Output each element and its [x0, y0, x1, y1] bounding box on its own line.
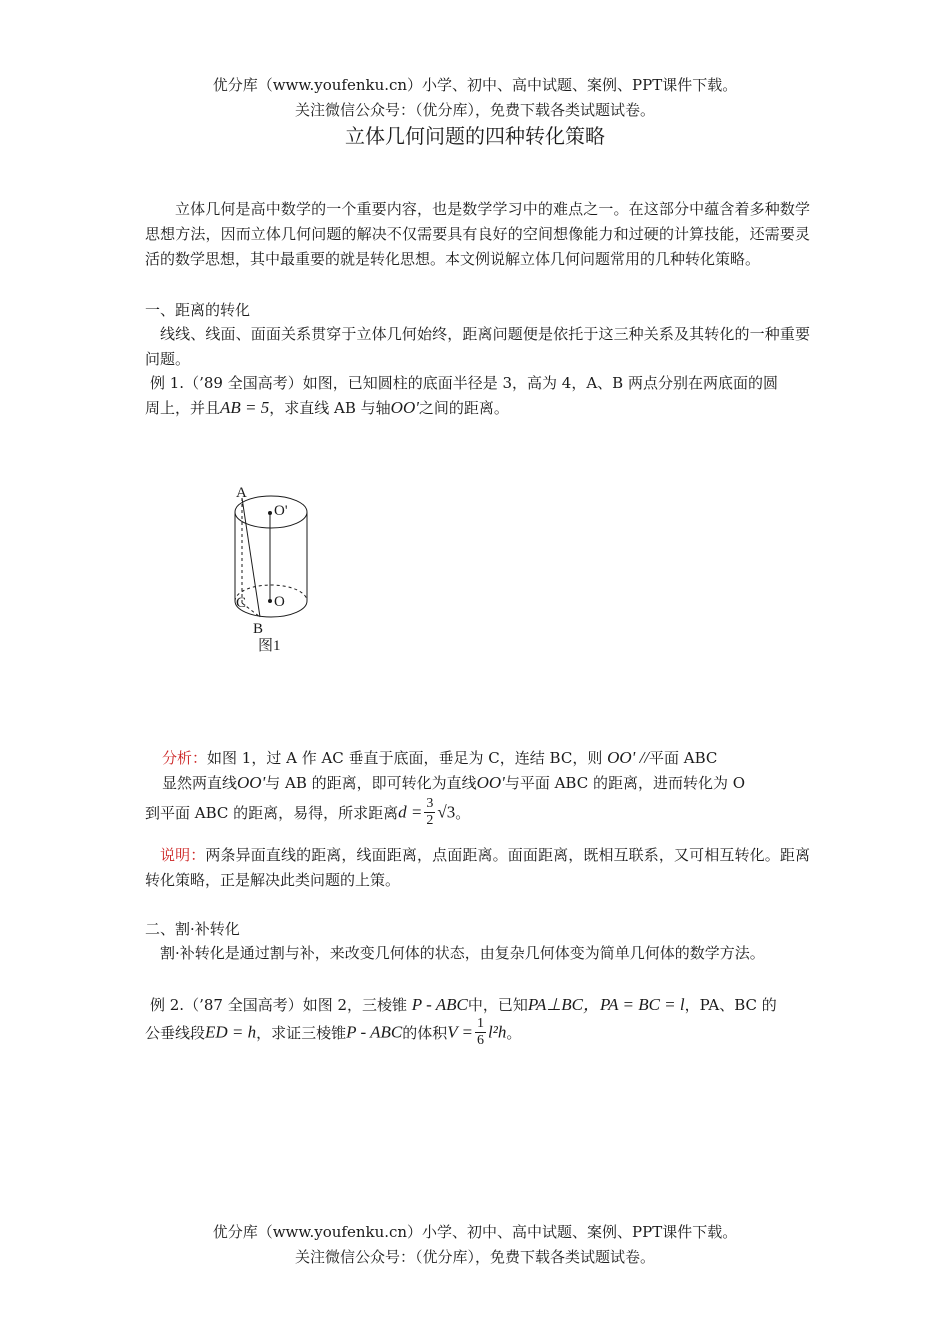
- analysis-text-2c: 与平面 ABC 的距离，进而转化为 O: [504, 774, 746, 792]
- analysis-line-1: [162, 747, 717, 768]
- label-o: O: [274, 594, 285, 610]
- label-c: C: [236, 595, 247, 611]
- section-2-text: 割·补转化是通过割与补，来改变几何体的状态，由复杂几何体变为简单几何体的数学方法。: [160, 944, 765, 962]
- analysis-text-3b: 。: [455, 804, 471, 822]
- footer-line-2: 关注微信公众号：（优分库），免费下载各类试题试卷。: [294, 1248, 655, 1266]
- volume-tail: l²h: [488, 1022, 507, 1042]
- pyramid-formula: P - ABC: [411, 995, 468, 1014]
- ed-formula: ED = h: [205, 1022, 257, 1042]
- example-2-line-1: [150, 990, 777, 1015]
- parallel-formula: OO' //: [607, 748, 650, 767]
- figure-caption: 图1: [258, 638, 281, 654]
- example-2-text-g: 。: [506, 1024, 522, 1042]
- label-o-prime: O': [274, 503, 288, 519]
- analysis-line-2: [162, 772, 745, 793]
- section-2-heading: 二、割·补转化: [145, 920, 240, 938]
- section-1-heading: 一、距离的转化: [145, 301, 251, 319]
- section-1-text: 线线、线面、面面关系贯穿于立体几何始终，距离问题便是依托于这三种关系及其转化的一种重要问题。: [145, 325, 810, 368]
- axis-formula-3: OO': [476, 773, 505, 792]
- example-2-text-a: 例 2.（’87 全国高考）如图 2，三棱锥: [150, 996, 408, 1014]
- analysis-text-2b: 与 AB 的距离，即可转化为直线: [265, 774, 477, 792]
- note-paragraph: [145, 843, 810, 893]
- analysis-label: 分析：: [162, 749, 208, 767]
- label-b: B: [253, 621, 264, 637]
- example-2-text-b: 中，已知: [467, 996, 528, 1014]
- example-1-text-c: 之间的距离。: [418, 399, 509, 417]
- point-o: [268, 599, 272, 603]
- example-1-text-b: ，求直线 AB 与轴: [269, 399, 391, 417]
- cylinder-figure: [220, 478, 330, 658]
- note-text: 两条异面直线的距离，线面距离，点面距离。面面距离，既相互联系，又可相互转化。距离转化策略，正是解决此类问题的上策。: [145, 846, 810, 889]
- distance-formula: d =: [398, 802, 423, 822]
- analysis-text-3a: 到平面 ABC 的距离，易得，所求距离: [145, 804, 399, 822]
- intro-paragraph: 立体几何是高中数学的一个重要内容，也是数学学习中的难点之一。在这部分中蕴含着多种数学思想方法，因而立体几何问题的解决不仅需要具有良好的空间想像能力和过硬的计算技能，还需要灵活的数学思想，其中最重要的就是转化思想。本文例说解立体几何问题常用的几种转化策略。: [145, 200, 810, 268]
- analysis-text-1b: 平面 ABC: [649, 749, 718, 767]
- header-line-2: 关注微信公众号：（优分库），免费下载各类试题试卷。: [294, 101, 655, 119]
- volume-numerator: 1: [477, 1016, 485, 1031]
- fraction-numerator: 3: [426, 796, 434, 811]
- example-1-line-2: [145, 397, 509, 418]
- analysis-text-1a: 如图 1，过 A 作 AC 垂直于底面，垂足为 C，连结 BC，则: [207, 749, 603, 767]
- label-a: A: [236, 485, 247, 501]
- analysis-text-2a: 显然两直线: [162, 774, 238, 792]
- axis-formula-2: OO': [237, 773, 266, 792]
- distance-fraction: [424, 796, 435, 829]
- note-label: 说明：: [160, 846, 206, 864]
- page-title: 立体几何问题的四种转化策略: [345, 124, 605, 148]
- point-o-prime: [268, 511, 272, 515]
- example-1-line-1: 例 1.（’89 全国高考）如图，已知圆柱的底面半径是 3，高为 4，A、B 两点分别在两底面的圆: [150, 374, 778, 392]
- example-2-line-2: [145, 1016, 521, 1049]
- pyramid-formula-2: P - ABC: [346, 1022, 403, 1042]
- volume-denominator: 6: [477, 1033, 485, 1048]
- distance-root: √3: [437, 802, 456, 822]
- axis-formula: OO': [390, 398, 419, 417]
- volume-fraction: [475, 1016, 486, 1049]
- perp-formula: PA⊥BC，PA = BC = l: [527, 995, 685, 1014]
- example-1-text-a: 周上，并且: [145, 399, 221, 417]
- example-2-text-f: 的体积: [402, 1024, 448, 1042]
- example-2-text-d: 公垂线段: [145, 1024, 206, 1042]
- ab-formula: AB = 5: [220, 398, 270, 417]
- fraction-denominator: 2: [426, 813, 434, 828]
- example-2-text-e: ，求证三棱锥: [256, 1024, 347, 1042]
- analysis-line-3: [145, 796, 470, 829]
- volume-formula: V =: [447, 1022, 474, 1042]
- example-2-text-c: ，PA、BC 的: [684, 996, 777, 1014]
- header-line-1: 优分库（www.youfenku.cn）小学、初中、高中试题、案例、PPT课件下载。: [212, 76, 738, 94]
- footer-line-1: 优分库（www.youfenku.cn）小学、初中、高中试题、案例、PPT课件下载。: [212, 1223, 738, 1241]
